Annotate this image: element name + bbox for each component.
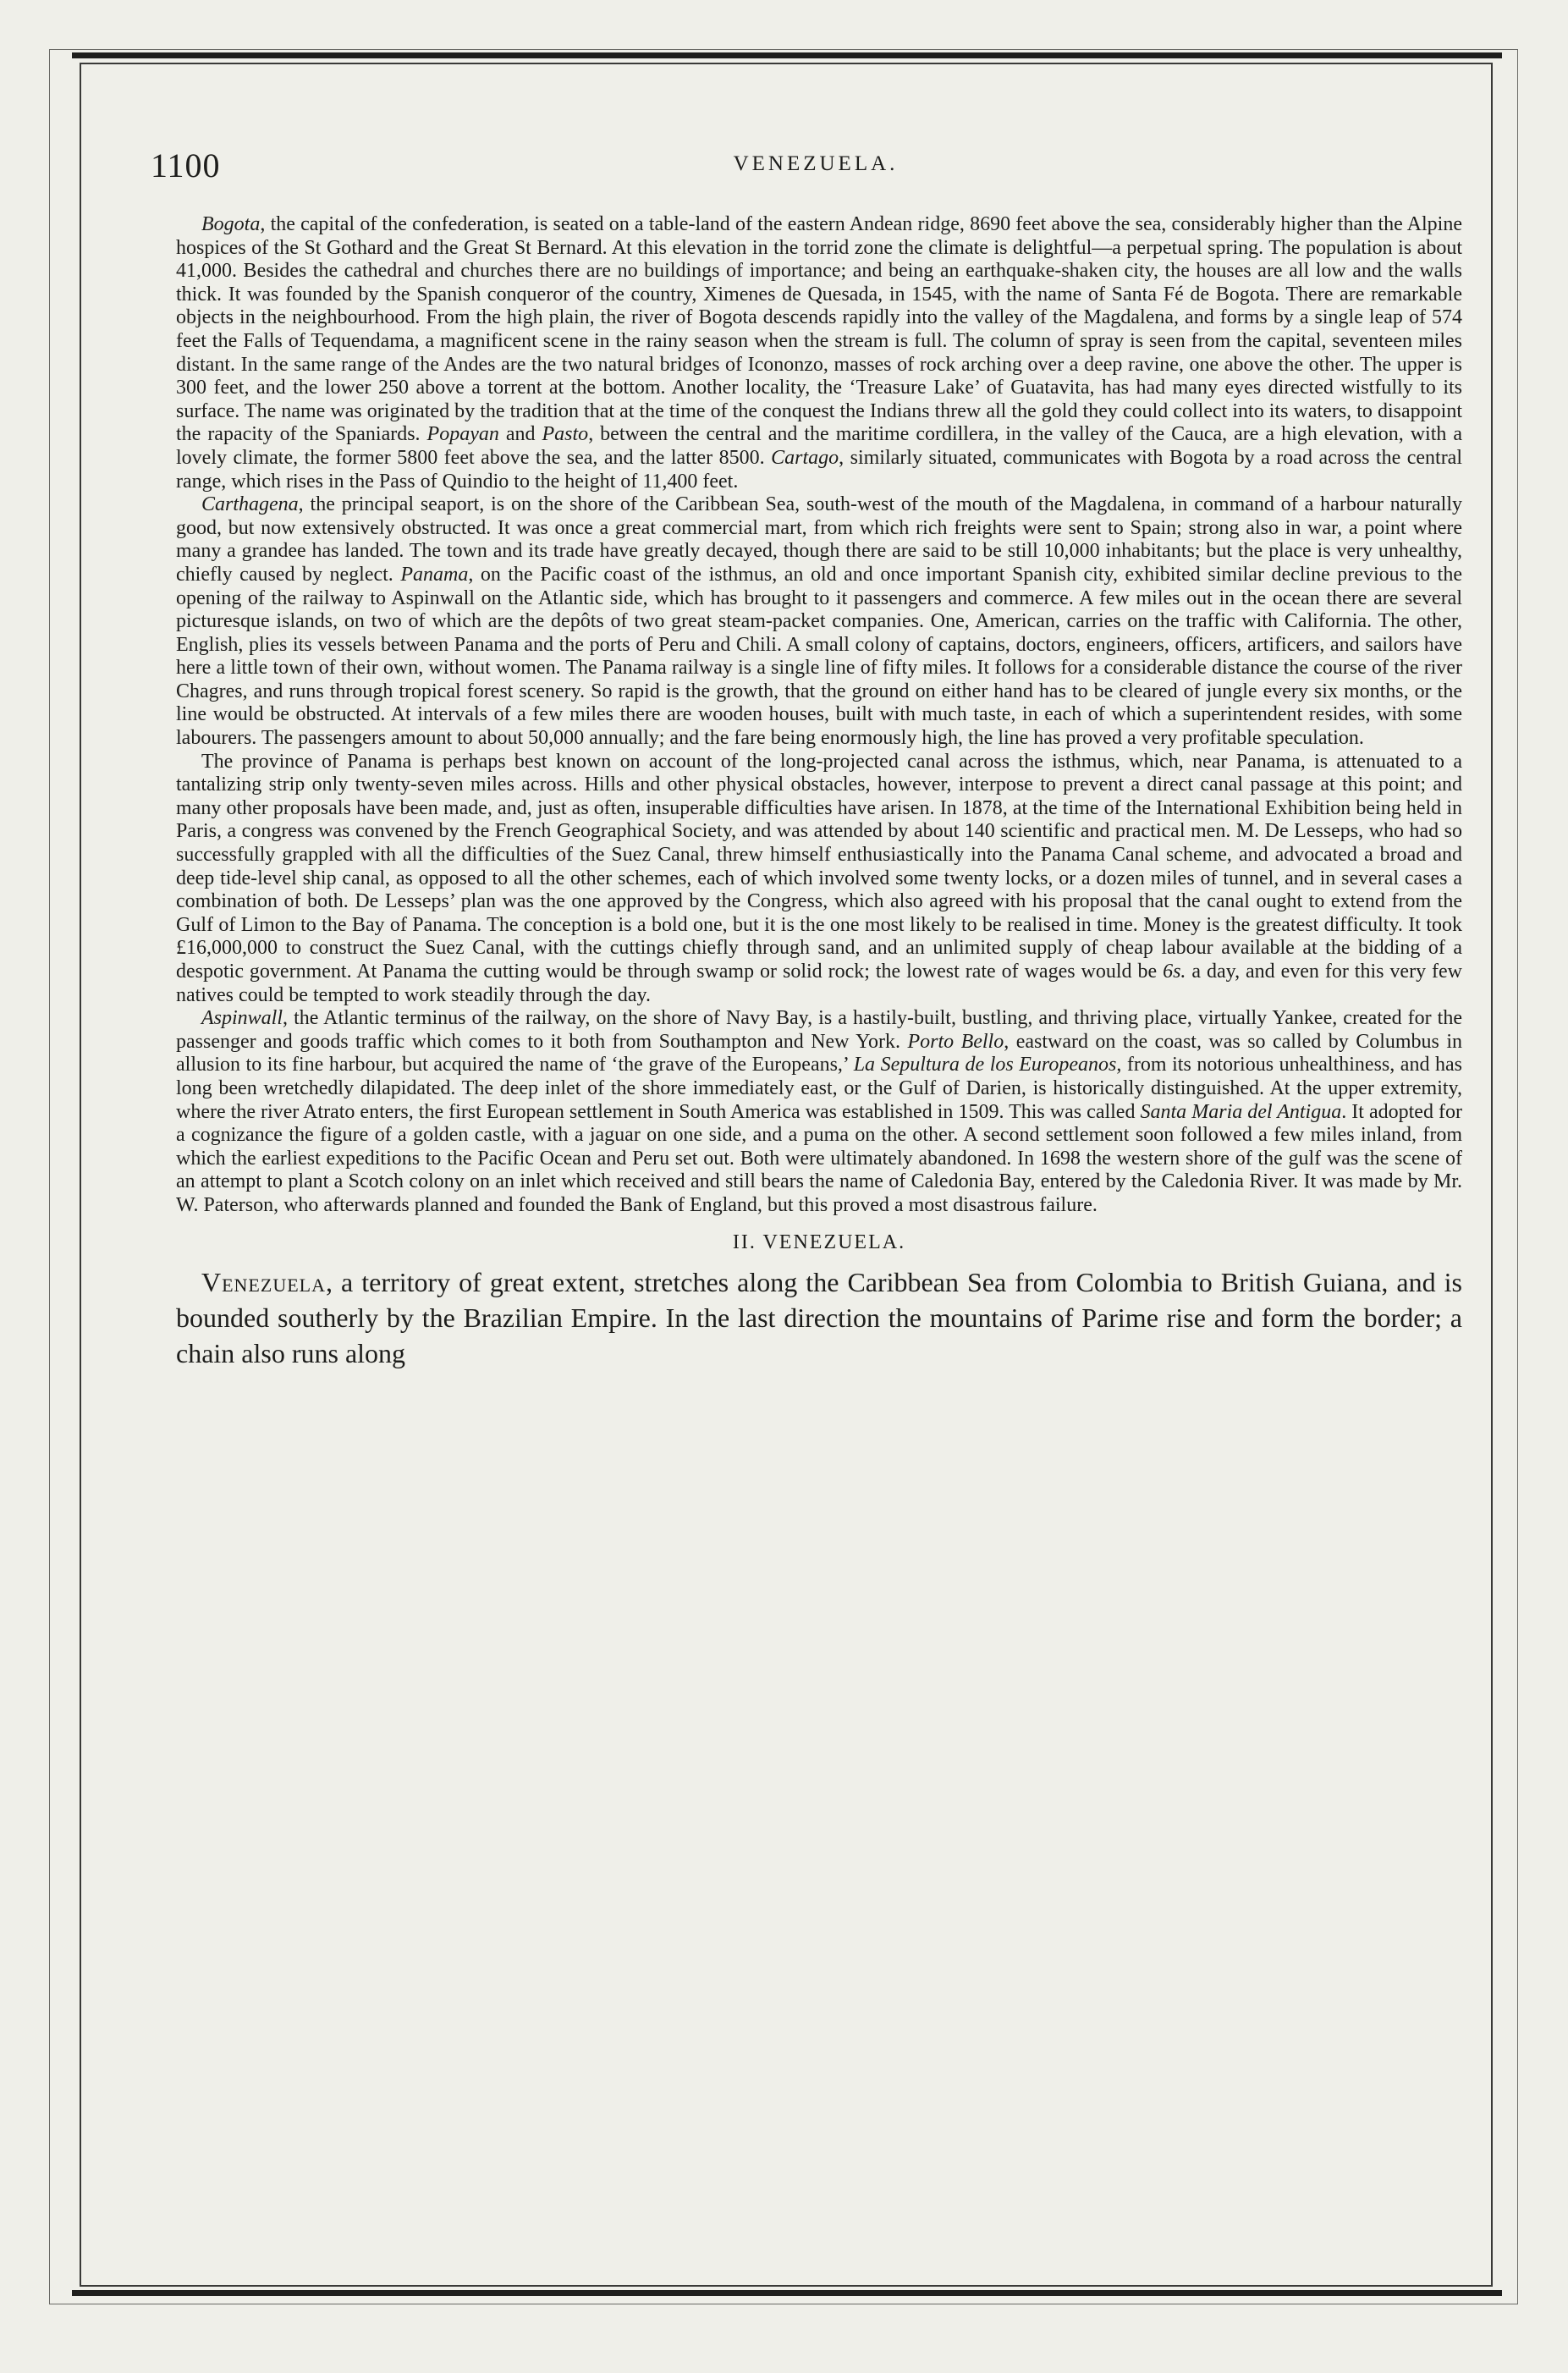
place-name: La Sepultura de los Europeanos — [853, 1054, 1117, 1076]
page-header — [151, 146, 1481, 196]
page-number: 1100 — [151, 146, 221, 184]
top-rule — [72, 52, 1502, 58]
running-title: VENEZUELA. — [733, 152, 899, 175]
lead-word: Venezuela — [201, 1267, 326, 1298]
paragraph-venezuela-intro: Venezuela, a territory of great extent, stretches along the Caribbean Sea from Colombia to British Guiana, and is bounded southerly by the Brazilian Empire. In the last direction the mountains of Parime rise and form the border; a chain also runs along — [176, 1267, 1462, 1369]
paragraph-bogota: Bogota, the capital of the confederation, is seated on a table-land of the eastern Andean ridge, 8690 feet above the sea, considerably higher than the Alpine hospices of the St Gothard and the Great St Bernard. At this elevation in the torrid zone the climate is delightful—a perpetual spring. The population is about 41,000. Besides the cathedral and churches there are no buildings of importance; and being an earthquake-shaken city, the houses are all low and the walls thick. It was founded by the Spanish conqueror of the country, Ximenes de Quesada, in 1545, with the name of Santa Fé de Bogota. There are remarkable objects in the neighbourhood. From the high plain, the river of Bogota descends rapidly into the valley of the Magdalena, and forms by a single leap of 574 feet the Falls of Tequendama, a magnificent scene in the rainy season when the stream is full. The column of spray is seen from the capital, seventeen miles distant. In the same range of the Andes are the two natural bridges of Icononzo, masses of rock arching over a deep ravine, one above the other. The upper is 300 feet, and the lower 250 above a torrent at the bottom. Another locality, the ‘Treasure Lake’ of Guatavita, has had many eyes directed wistfully to its surface. The name was originated by the tradition that at the time of the conquest the Indians threw all the gold they could collect into its waters, to disappoint the rapacity of the Spaniards. Popayan and Pasto, between the central and the maritime cordillera, in the valley of the Cauca, are a high elevation, with a lovely climate, the former 5800 feet above the sea, and the latter 8500. Cartago, similarly situated, communicates with Bogota by a road across the central range, which rises in the Pass of Quindio to the height of 11,400 feet. — [176, 213, 1463, 493]
bottom-rule — [72, 2290, 1502, 2296]
place-name: Porto Bello — [907, 1030, 1004, 1053]
place-name: Cartago — [771, 446, 839, 469]
place-name: Popayan — [426, 423, 499, 446]
article-body — [176, 213, 1462, 1371]
place-name: Panama — [400, 563, 469, 586]
paragraph-panama-canal: The province of Panama is perhaps best known on account of the long-projected canal across the isthmus, which, near Panama, is attenuated to a tantalizing strip only twenty-seven miles across. Hills and other physical obstacles, however, interpose to prevent a direct canal passage at this point; and many other proposals have been made, and, just as often, insuperable difficulties have arisen. In 1878, at the time of the International Exhibition being held in Paris, a congress was convened by the French Geographical Society, and was attended by about 140 scientific and practical men. M. De Lesseps, who had so successfully grappled with all the difficulties of the Suez Canal, threw himself enthusiastically into the Panama Canal scheme, and advocated a broad and deep tide-level ship canal, as opposed to all the other schemes, each of which involved some twenty locks, or a dozen miles of tunnel, and in several cases a combination of both. De Lesseps’ plan was the one approved by the Congress, which also agreed with his proposal that the canal ought to extend from the Gulf of Limon to the Bay of Panama. The conception is a bold one, but it is the one most likely to be realised in time. Money is the greatest difficulty. It took £16,000,000 to construct the Suez Canal, with the cuttings chiefly through sand, and an unlimited supply of cheap labour available at the bidding of a despotic government. At Panama the cutting would be through swamp or solid rock; the lowest rate of wages would be 6s. a day, and even for this very few natives could be tempted to work steadily through the day. — [176, 750, 1462, 1006]
currency-unit: 6s. — [1163, 961, 1186, 983]
place-name: Bogota — [201, 213, 261, 235]
paragraph-carthagena: Carthagena, the principal seaport, is on the shore of the Caribbean Sea, south-west of the mouth of the Magdalena, in command of a harbour naturally good, but now extensively obstructed. It was once a great commercial mart, from which rich freights were sent to Spain; strong also in war, a point where many a grandee has landed. The town and its trade have greatly decayed, though there are said to be still 10,000 inhabitants; but the place is very unhealthy, chiefly caused by neglect. Panama, on the Pacific coast of the isthmus, an old and once important Spanish city, exhibited similar decline previous to the opening of the railway to Aspinwall on the Atlantic side, which has brought to it passengers and commerce. A few miles out in the ocean there are several picturesque islands, on two of which are the depôts of two great steam-packet companies. One, American, carries on the traffic with California. The other, English, plies its vessels between Panama and the ports of Peru and Chili. A small colony of captains, doctors, engineers, officers, artificers, and sailors have here a little town of their own, without women. The Panama railway is a single line of fifty miles. It follows for a considerable distance the course of the river Chagres, and runs through tropical forest scenery. So rapid is the growth, that the ground on either hand has to be cleared of jungle every six months, or the line would be obstructed. At intervals of a few miles there are wooden houses, built with much taste, in each of which a superintendent resides, with some labourers. The passengers amount to about 50,000 annually; and the fare being enormously high, the line has proved a very profitable speculation. — [176, 493, 1462, 750]
section-heading: II. VENEZUELA. — [732, 1231, 906, 1253]
place-name: Carthagena — [201, 493, 299, 516]
place-name: Santa Maria del Antigua — [1140, 1100, 1342, 1123]
place-name: Pasto — [542, 423, 589, 446]
place-name: Aspinwall — [201, 1007, 283, 1030]
paragraph-aspinwall: Aspinwall, the Atlantic terminus of the railway, on the shore of Navy Bay, is a hastily-built, bustling, and thriving place, virtually Yankee, created for the passenger and goods traffic which comes to it both from Southampton and New York. Porto Bello, eastward on the coast, was so called by Columbus in allusion to its fine harbour, but acquired the name of ‘the grave of the Europeans,’ La Sepultura de los Europeanos, from its notorious unhealthiness, and has long been wretchedly dilapidated. The deep inlet of the shore immediately east, or the Gulf of Darien, is historically distinguished. At the upper extremity, where the river Atrato enters, the first European settlement in South America was established in 1509. This was called Santa Maria del Antigua. It adopted for a cognizance the figure of a golden castle, with a jaguar on one side, and a puma on the other. A second settlement soon followed a few miles inland, from which the earliest expeditions to the Pacific Ocean and Peru set out. Both were ultimately abandoned. In 1698 the western shore of the gulf was the scene of an attempt to plant a Scotch colony on an inlet which received and still bears the name of Caledonia Bay, entered by the Caledonia River. It was made by Mr. W. Paterson, who afterwards planned and founded the Bank of England, but this proved a most disastrous failure. — [176, 1007, 1463, 1216]
